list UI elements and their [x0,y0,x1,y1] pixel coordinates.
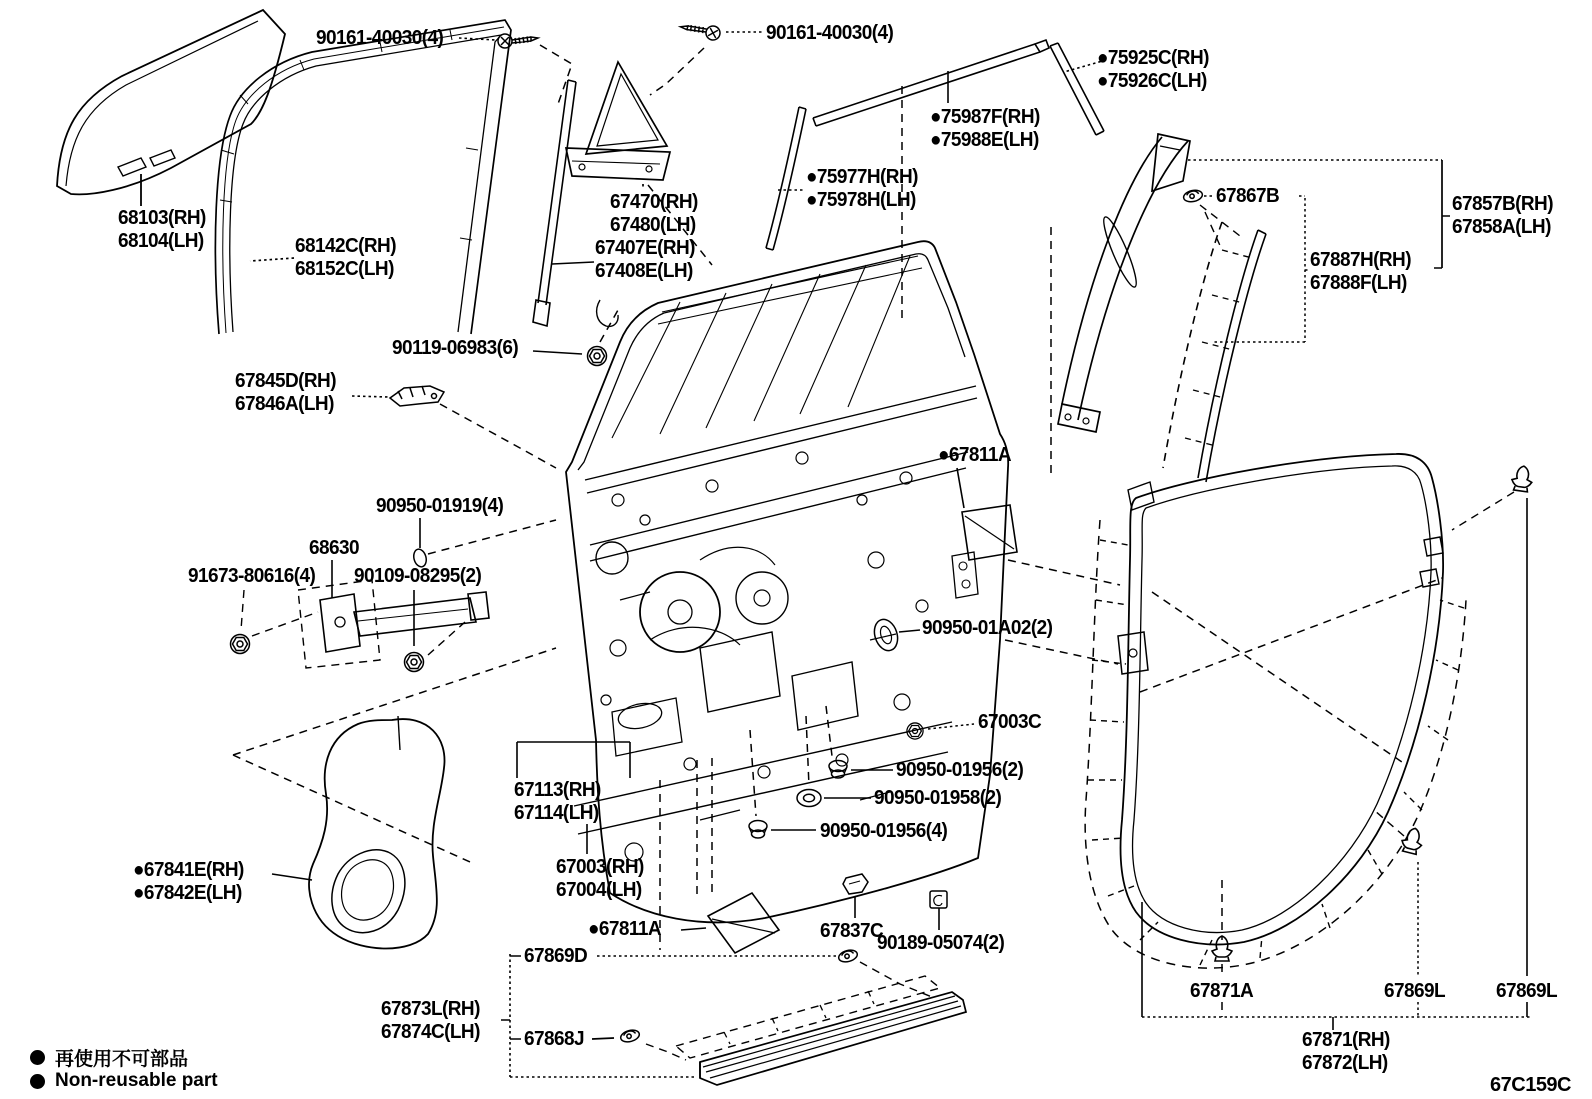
part-label-90189: 90189-05074(2) [877,932,1005,954]
clip-67867b [1183,189,1214,204]
screw-90161-left [459,34,572,104]
bracket-lines-bottom-right [1142,492,1530,1030]
part-label-75987f: ●75987F(RH) ●75988E(LH) [930,106,1040,151]
service-hole-cover-drawing [272,716,445,949]
part-label-90950-01a02: 90950-01A02(2) [922,617,1053,639]
part-label-90950-01956-4: 90950-01956(4) [820,820,948,842]
pillar-moulding-67887-drawing [1163,205,1266,482]
part-label-67873l: 67873L(RH) 67874C(LH) [381,998,480,1043]
part-label-68630: 68630 [309,537,359,559]
bolt-90119 [533,310,618,366]
part-label-67887h: 67887H(RH) 67888F(LH) [1310,249,1411,294]
part-label-90161-left: 90161-40030(4) [316,27,444,49]
part-label-67869l-2: 67869L [1496,980,1558,1002]
part-label-67407e: 67407E(RH) 67408E(LH) [595,237,695,282]
part-label-67003c: 67003C [978,711,1042,733]
scuff-plate-drawing [501,954,966,1085]
door-glass-drawing [57,10,285,206]
part-label-90109: 90109-08295(2) [354,565,482,587]
part-label-90119: 90119-06983(6) [392,337,519,359]
clip-67837c [843,874,868,918]
grommet-01a02 [871,616,920,653]
part-label-67811a-upper: ●67811A [938,444,1012,466]
bolt-67003c [907,723,974,739]
part-label-67003: 67003(RH) 67004(LH) [556,856,644,901]
pillar-trim-67857-drawing [1058,134,1190,432]
part-label-67857b: 67857B(RH) 67858A(LH) [1452,193,1553,238]
part-label-67845d: 67845D(RH) 67846A(LH) [235,370,336,415]
part-label-67470: 67470(RH) 67480(LH) [610,191,698,236]
part-label-68103: 68103(RH) 68104(LH) [118,207,206,252]
part-label-67811a-lower: ●67811A [588,918,662,940]
pad-67811a-lower [681,893,779,953]
glass-run-channel-drawing [215,20,511,334]
figure-code: 67C159C [1490,1074,1572,1096]
part-label-90950-01956-2: 90950-01956(2) [896,759,1024,781]
part-label-67871: 67871(RH) 67872(LH) [1302,1029,1390,1074]
part-label-68142c: 68142C(RH) 68152C(LH) [295,235,396,280]
legend-text-jp: 再使用不可部品 [55,1049,189,1070]
part-label-67869d: 67869D [524,945,588,967]
weatherstrip-loop-drawing [1085,454,1466,968]
division-bar-drawing [533,80,594,326]
part-label-67868j: 67868J [524,1028,584,1050]
part-label-67837c: 67837C [820,920,884,942]
part-label-67871a: 67871A [1190,980,1254,1002]
part-label-90950-01919: 90950-01919(4) [376,495,504,517]
part-label-75925c: ●75925C(RH) ●75926C(LH) [1097,47,1209,92]
part-label-90161-right: 90161-40030(4) [766,22,894,44]
non-reusable-bullet-icon [30,1050,45,1065]
part-label-67113: 67113(RH) 67114(LH) [514,779,601,824]
legend-non-reusable-jp [30,1044,188,1071]
part-label-67869l-1: 67869L [1384,980,1446,1002]
legend-non-reusable-en [30,1070,218,1092]
legend-text-en: Non-reusable part [55,1070,218,1091]
part-label-75977h: ●75977H(RH) ●75978H(LH) [806,166,918,211]
glass-guide-drawing [352,386,556,468]
quarter-seal-drawing [766,107,806,250]
part-label-91673: 91673-80616(4) [188,565,316,587]
part-label-67867b: 67867B [1216,185,1280,207]
grommet-01919 [412,518,556,568]
part-label-90950-01958-2: 90950-01958(2) [874,787,1002,809]
clip-90189 [930,891,947,930]
non-reusable-bullet-icon [30,1074,45,1089]
part-label-67841e: ●67841E(RH) ●67842E(LH) [133,859,244,904]
